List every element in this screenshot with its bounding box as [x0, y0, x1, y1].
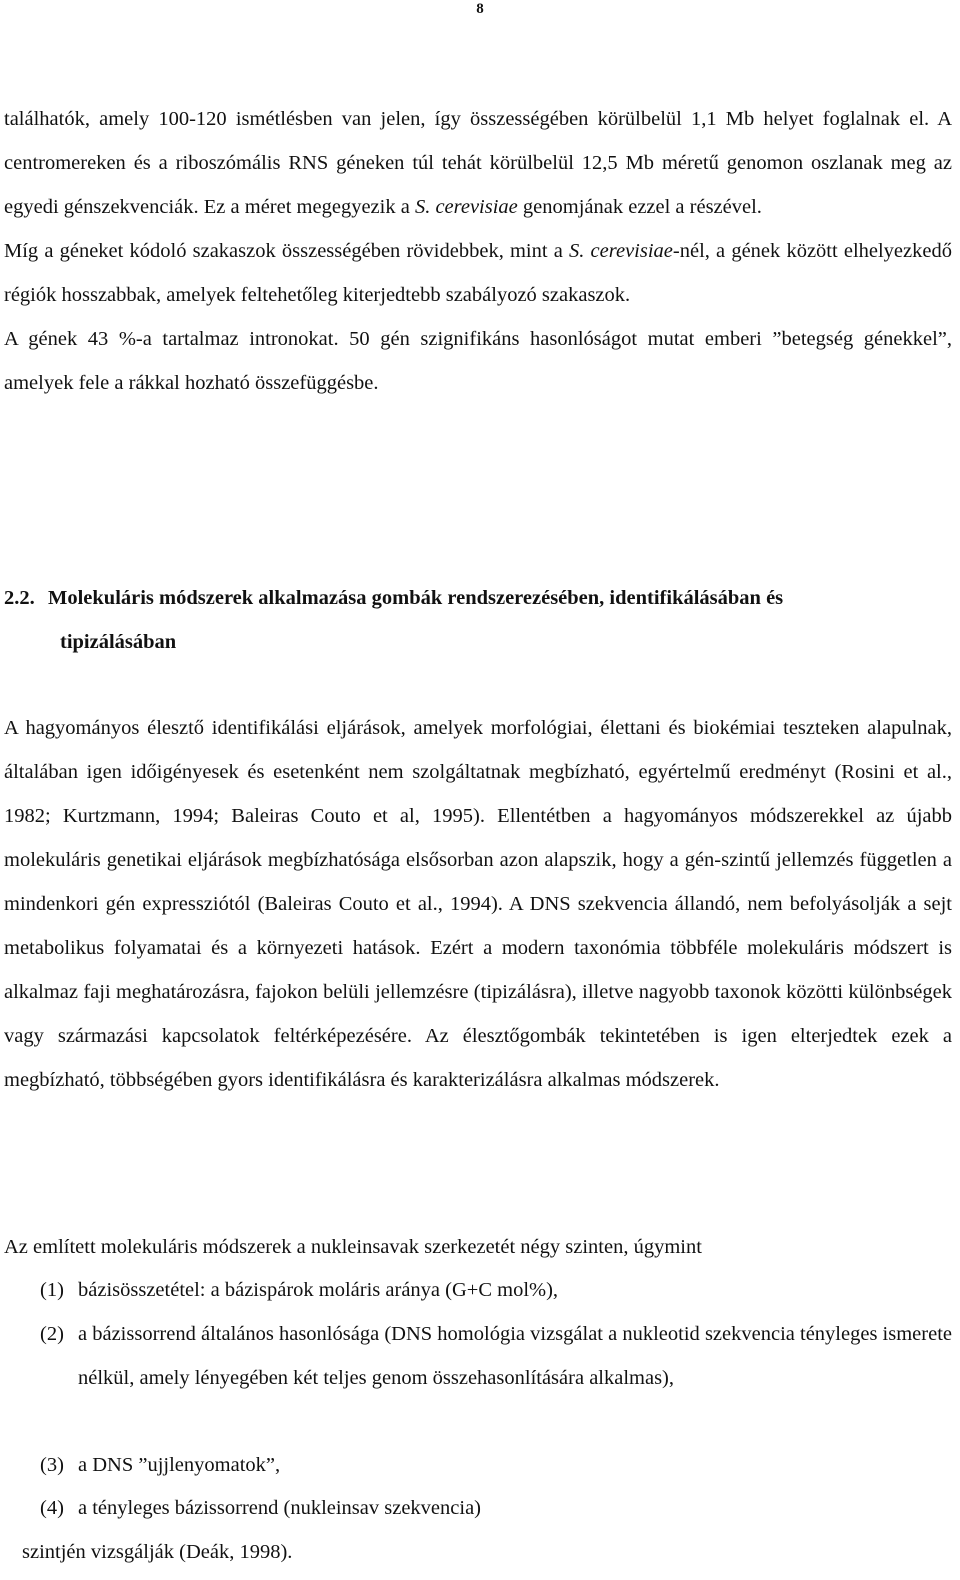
paragraph-genome-size	[4, 97, 952, 229]
section-title-line-1: Molekuláris módszerek alkalmazása gombák rendszerezésében, identifikálásában és	[48, 587, 784, 609]
body-section-2	[4, 706, 952, 1102]
list-item-text: a bázissorrend általános hasonlósága (DNS homológia vizsgálat a nukleotid szekvencia tényleges ismerete nélkül, amely lényegében két teljes genom összehasonlítására alkalmas),	[78, 1323, 952, 1389]
list-marker: (1)	[40, 1279, 64, 1301]
closing-line: szintjén vizsgálják (Deák, 1998).	[22, 1541, 293, 1563]
section-number: 2.2.	[4, 587, 35, 609]
list-item	[40, 1443, 952, 1487]
list-marker: (3)	[40, 1454, 64, 1476]
paragraph-introns: A gének 43 %-a tartalmaz intronokat. 50 gén szignifikáns hasonlóságot mutat emberi ”betegség génekkel”, amelyek fele a rákkal hozható összefüggésbe.	[4, 328, 952, 394]
section-title-line-2: tipizálásában	[60, 631, 177, 653]
list-item	[40, 1268, 952, 1312]
list-item	[40, 1312, 952, 1400]
list-marker: (4)	[40, 1497, 64, 1519]
species-name: S. cerevisiae	[414, 196, 518, 218]
section-heading	[4, 576, 954, 664]
paragraph-text: -nél, a gének között elhelyezkedő régiók hosszabbak, amelyek feltehetőleg kiterjedtebb szabályozó szakaszok.	[4, 240, 952, 306]
paragraph-coding-regions	[4, 229, 952, 317]
page-number: 8	[476, 1, 484, 17]
paragraph-text: genomjának ezzel a részével.	[517, 196, 762, 218]
list-item-text: bázisösszetétel: a bázispárok moláris aránya (G+C mol%),	[78, 1279, 559, 1301]
list-intro: Az említett molekuláris módszerek a nukleinsavak szerkezetét négy szinten, úgymint	[4, 1236, 702, 1258]
paragraph-methods: A hagyományos élesztő identifikálási eljárások, amelyek morfológiai, élettani és biokémiai teszteken alapulnak, általában igen időigényesek és esetenként nem szolgáltatnak megbízható, egyértelmű eredményt (Rosini et al., 1982; Kurtzmann, 1994; Baleiras Couto et al, 1995). Ellentétben a hagyományos módszerekkel az újabb molekuláris genetikai eljárások megbízhatósága elsősorban azon alapszik, hogy a gén-szintű jellemzés független a mindenkori gén expressziótól (Baleiras Couto et al., 1994). A DNS szekvencia állandó, nem befolyásolják a sejt metabolikus folyamatai és a környezeti hatások. Ezért a modern taxonómia többféle molekuláris módszert is alkalmaz faji meghatározásra, fajokon belüli jellemzésre (tipizálásra), illetve nagyobb taxonok közötti különbségek vagy származási kapcsolatok feltérképezésére. Az élesztőgombák tekintetében is igen elterjedtek ezek a megbízható, többségében gyors identifikálásra és karakterizálásra alkalmas módszerek.	[4, 717, 952, 1091]
list-item	[40, 1486, 952, 1530]
species-name: S. cerevisiae	[569, 240, 673, 262]
list-item-text: a DNS ”ujjlenyomatok”,	[78, 1454, 281, 1476]
paragraph-text: találhatók, amely 100-120 ismétlésben van jelen, így összességében körülbelül 1,1 Mb helyet foglalnak el. A centromereken és a riboszómális RNS géneken túl tehát körülbelül 12,5 Mb méretű genomon oszlanak meg az egyedi génszekvenciák. Ez a méret megegyezik a	[4, 108, 952, 218]
body-section-1	[4, 97, 952, 405]
paragraph-text: Míg a géneket kódoló szakaszok összességében rövidebbek, mint a	[4, 240, 570, 262]
list-marker: (2)	[40, 1323, 64, 1345]
list-item-text: a tényleges bázissorrend (nukleinsav szekvencia)	[78, 1497, 482, 1519]
